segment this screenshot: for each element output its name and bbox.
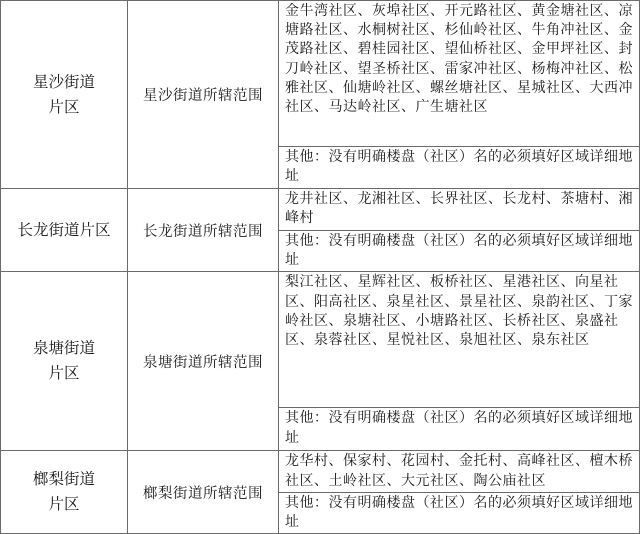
area-name-suffix: 片区 — [48, 364, 80, 383]
community-list: 龙井社区、龙湘社区、长界社区、长龙村、茶塘村、湘峰村 — [279, 189, 640, 231]
area-name: 长龙街道片区 — [17, 220, 111, 239]
other-note: 其他：没有明确楼盘（社区）名的必须填好区域详细地址 — [279, 147, 640, 189]
scope-cell: 星沙街道所辖范围 — [128, 1, 279, 189]
community-list: 龙华村、保家村、花园村、金托村、高峰社区、檀木桥社区、土岭社区、大元社区、陶公庙社区 — [279, 451, 640, 492]
scope-cell: 长龙街道所辖范围 — [128, 189, 279, 272]
area-name-suffix: 片区 — [48, 495, 80, 514]
community-list: 梨江社区、星辉社区、板桥社区、星港社区、向星社区、阳高社区、泉星社区、景星社区、泉韵社区、丁家岭社区、泉塘社区、小塘路社区、长桥社区、泉盛社区、泉蓉社区、星悦社区、泉旭社区、泉东社区 — [279, 272, 640, 408]
community-list: 金牛湾社区、灰埠社区、开元路社区、黄金塘社区、凉塘路社区、水桐树社区、杉仙岭社区、牛角冲社区、金茂路社区、碧桂园社区、望仙桥社区、金甲坪社区、封刀岭社区、望圣桥社区、雷家冲社区、杨梅冲社区、松雅社区、仙塘岭社区、螺丝塘社区、星城社区、大西冲社区、马达岭社区、广生塘社区 — [279, 1, 640, 147]
scope-cell: 泉塘街道所辖范围 — [128, 272, 279, 451]
area-name: 泉塘街道 — [32, 339, 95, 358]
other-note: 其他：没有明确楼盘（社区）名的必须填好区域详细地址 — [279, 408, 640, 451]
table-row — [1, 451, 640, 492]
area-name: 榔梨街道 — [32, 470, 95, 489]
table-row — [1, 272, 640, 408]
area-cell — [1, 451, 128, 534]
area-cell — [1, 272, 128, 451]
scope-cell: 榔梨街道所辖范围 — [128, 451, 279, 534]
area-name: 星沙街道 — [32, 72, 95, 91]
other-note: 其他：没有明确楼盘（社区）名的必须填好区域详细地址 — [279, 492, 640, 533]
area-cell — [1, 189, 128, 272]
other-note: 其他：没有明确楼盘（社区）名的必须填好区域详细地址 — [279, 231, 640, 272]
area-name-suffix: 片区 — [48, 97, 80, 116]
table-row — [1, 189, 640, 231]
area-cell — [1, 1, 128, 189]
table-row — [1, 1, 640, 147]
